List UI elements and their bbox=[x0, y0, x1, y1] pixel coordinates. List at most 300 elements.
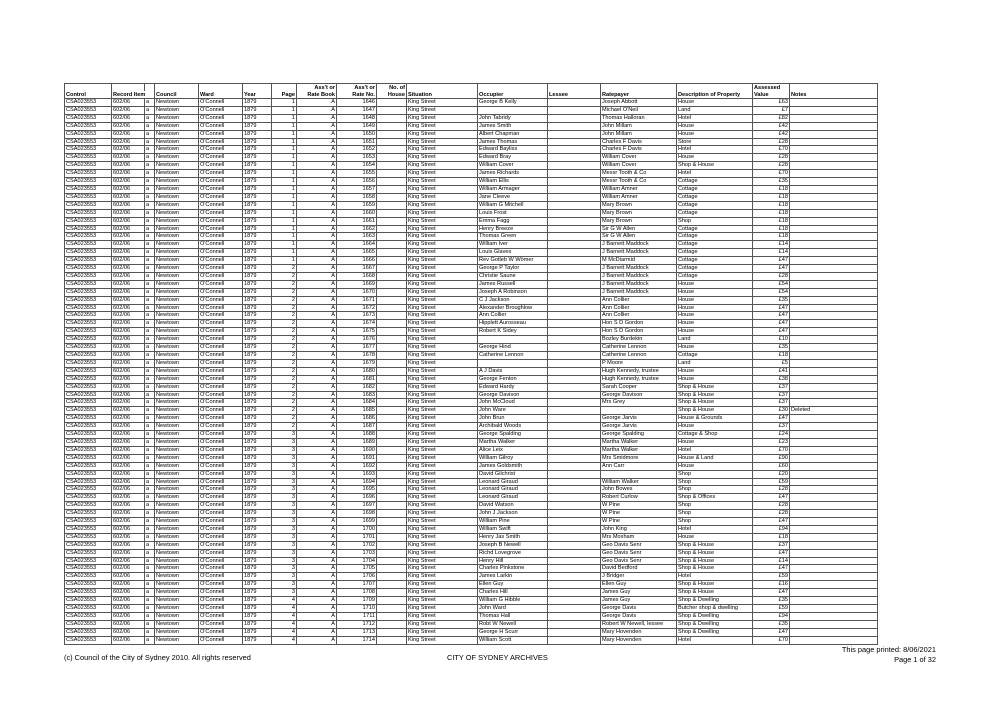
cell-ward: O'Connell bbox=[199, 533, 243, 541]
cell-rate-book: A bbox=[297, 336, 337, 344]
cell-record: 602/06 bbox=[112, 415, 145, 423]
col-control: Control bbox=[65, 91, 112, 99]
table-row bbox=[65, 130, 878, 138]
table-row bbox=[65, 288, 878, 296]
cell-situation: King Street bbox=[407, 201, 478, 209]
table-row bbox=[65, 446, 878, 454]
cell-situation: King Street bbox=[407, 415, 478, 423]
cell-assessed-value: £60 bbox=[753, 462, 790, 470]
cell-house-no bbox=[377, 201, 407, 209]
cell-house-no bbox=[377, 344, 407, 352]
rates-table bbox=[64, 83, 878, 645]
cell-record: 602/06 bbox=[112, 438, 145, 446]
cell-notes bbox=[790, 573, 878, 581]
header-row-top bbox=[65, 84, 878, 92]
cell-occupier bbox=[478, 359, 548, 367]
cell-item: a bbox=[145, 296, 155, 304]
cell-assessed-value: £30 bbox=[753, 407, 790, 415]
cell-assessed-value: £38 bbox=[753, 375, 790, 383]
cell-ward: O'Connell bbox=[199, 510, 243, 518]
cell-rate-no: 1672 bbox=[337, 304, 377, 312]
col-occupier: Occupier bbox=[478, 91, 548, 99]
cell-situation: King Street bbox=[407, 328, 478, 336]
cell-occupier: Leonard Giraud bbox=[478, 486, 548, 494]
cell-notes bbox=[790, 217, 878, 225]
cell-description: Cottage bbox=[677, 193, 753, 201]
cell-record: 602/06 bbox=[112, 375, 145, 383]
cell-ward: O'Connell bbox=[199, 605, 243, 613]
cell-control: CSA023553 bbox=[65, 525, 112, 533]
cell-occupier: George B Kelly bbox=[478, 99, 548, 107]
cell-ratepayer: Ann Collier bbox=[601, 296, 677, 304]
table-row bbox=[65, 344, 878, 352]
cell-ward: O'Connell bbox=[199, 470, 243, 478]
cell-record: 602/06 bbox=[112, 304, 145, 312]
cell-record: 602/06 bbox=[112, 486, 145, 494]
cell-house-no bbox=[377, 407, 407, 415]
cell-ratepayer: William Cover bbox=[601, 154, 677, 162]
cell-notes bbox=[790, 146, 878, 154]
cell-rate-no: 1709 bbox=[337, 597, 377, 605]
cell-year: 1879 bbox=[243, 573, 272, 581]
cell-notes bbox=[790, 423, 878, 431]
cell-notes bbox=[790, 138, 878, 146]
cell-notes bbox=[790, 518, 878, 526]
cell-assessed-value: £18 bbox=[753, 201, 790, 209]
cell-notes bbox=[790, 620, 878, 628]
cell-house-no bbox=[377, 185, 407, 193]
cell-rate-book: A bbox=[297, 154, 337, 162]
col-year: Year bbox=[243, 91, 272, 99]
cell-lessee bbox=[548, 478, 601, 486]
cell-control: CSA023553 bbox=[65, 541, 112, 549]
cell-ratepayer: Mary Brown bbox=[601, 209, 677, 217]
cell-ward: O'Connell bbox=[199, 628, 243, 636]
cell-lessee bbox=[548, 620, 601, 628]
table-row bbox=[65, 106, 878, 114]
cell-description: Cottage bbox=[677, 257, 753, 265]
cell-assessed-value: £18 bbox=[753, 352, 790, 360]
cell-year: 1879 bbox=[243, 438, 272, 446]
table-row bbox=[65, 383, 878, 391]
cell-page: 3 bbox=[272, 510, 297, 518]
cell-ward: O'Connell bbox=[199, 391, 243, 399]
cell-rate-no: 1690 bbox=[337, 446, 377, 454]
cell-year: 1879 bbox=[243, 367, 272, 375]
cell-description: Shop bbox=[677, 470, 753, 478]
cell-situation: King Street bbox=[407, 367, 478, 375]
cell-lessee bbox=[548, 320, 601, 328]
cell-assessed-value: £47 bbox=[753, 265, 790, 273]
cell-assessed-value: £94 bbox=[753, 525, 790, 533]
cell-house-no bbox=[377, 170, 407, 178]
cell-lessee bbox=[548, 209, 601, 217]
cell-rate-book: A bbox=[297, 399, 337, 407]
cell-council: Newtown bbox=[155, 628, 199, 636]
cell-house-no bbox=[377, 209, 407, 217]
cell-house-no bbox=[377, 612, 407, 620]
cell-house-no bbox=[377, 122, 407, 130]
cell-year: 1879 bbox=[243, 557, 272, 565]
cell-lessee bbox=[548, 249, 601, 257]
cell-notes bbox=[790, 589, 878, 597]
cell-situation: King Street bbox=[407, 502, 478, 510]
cell-lessee bbox=[548, 225, 601, 233]
table-row bbox=[65, 620, 878, 628]
cell-council: Newtown bbox=[155, 185, 199, 193]
cell-record: 602/06 bbox=[112, 201, 145, 209]
cell-year: 1879 bbox=[243, 565, 272, 573]
cell-assessed-value: £35 bbox=[753, 178, 790, 186]
cell-assessed-value: £47 bbox=[753, 549, 790, 557]
cell-assessed-value: £47 bbox=[753, 304, 790, 312]
cell-council: Newtown bbox=[155, 525, 199, 533]
cell-ward: O'Connell bbox=[199, 146, 243, 154]
cell-house-no bbox=[377, 391, 407, 399]
cell-rate-no: 1696 bbox=[337, 494, 377, 502]
cell-house-no bbox=[377, 423, 407, 431]
cell-lessee bbox=[548, 178, 601, 186]
cell-year: 1879 bbox=[243, 502, 272, 510]
cell-rate-book: A bbox=[297, 391, 337, 399]
cell-rate-book: A bbox=[297, 446, 337, 454]
cell-council: Newtown bbox=[155, 454, 199, 462]
cell-ward: O'Connell bbox=[199, 193, 243, 201]
cell-description: House bbox=[677, 375, 753, 383]
cell-lessee bbox=[548, 114, 601, 122]
cell-house-no bbox=[377, 620, 407, 628]
cell-notes bbox=[790, 549, 878, 557]
cell-record: 602/06 bbox=[112, 225, 145, 233]
cell-ward: O'Connell bbox=[199, 225, 243, 233]
cell-control: CSA023553 bbox=[65, 415, 112, 423]
cell-rate-book: A bbox=[297, 565, 337, 573]
cell-description: Shop & House bbox=[677, 589, 753, 597]
cell-assessed-value: £35 bbox=[753, 620, 790, 628]
cell-rate-no: 1675 bbox=[337, 328, 377, 336]
cell-assessed-value: £42 bbox=[753, 130, 790, 138]
cell-year: 1879 bbox=[243, 478, 272, 486]
cell-description: Shop & Dwelling bbox=[677, 628, 753, 636]
cell-council: Newtown bbox=[155, 130, 199, 138]
cell-page: 3 bbox=[272, 494, 297, 502]
table-row bbox=[65, 217, 878, 225]
cell-record: 602/06 bbox=[112, 612, 145, 620]
cell-record: 602/06 bbox=[112, 605, 145, 613]
cell-notes bbox=[790, 565, 878, 573]
cell-house-no bbox=[377, 233, 407, 241]
cell-ward: O'Connell bbox=[199, 597, 243, 605]
cell-rate-book: A bbox=[297, 288, 337, 296]
cell-ratepayer: George Davis bbox=[601, 612, 677, 620]
cell-ward: O'Connell bbox=[199, 312, 243, 320]
cell-rate-book: A bbox=[297, 612, 337, 620]
cell-rate-no: 1655 bbox=[337, 170, 377, 178]
cell-item: a bbox=[145, 612, 155, 620]
cell-ward: O'Connell bbox=[199, 280, 243, 288]
cell-rate-book: A bbox=[297, 605, 337, 613]
cell-situation: King Street bbox=[407, 573, 478, 581]
cell-assessed-value: £82 bbox=[753, 114, 790, 122]
cell-house-no bbox=[377, 106, 407, 114]
cell-council: Newtown bbox=[155, 178, 199, 186]
cell-notes bbox=[790, 478, 878, 486]
cell-control: CSA023553 bbox=[65, 446, 112, 454]
cell-rate-no: 1695 bbox=[337, 486, 377, 494]
cell-description: Shop & Dwelling bbox=[677, 597, 753, 605]
cell-situation: King Street bbox=[407, 312, 478, 320]
cell-record: 602/06 bbox=[112, 510, 145, 518]
cell-council: Newtown bbox=[155, 225, 199, 233]
cell-description: Shop & House bbox=[677, 407, 753, 415]
cell-control: CSA023553 bbox=[65, 628, 112, 636]
col-house-no: House bbox=[377, 91, 407, 99]
cell-occupier: Alexander Broughlow bbox=[478, 304, 548, 312]
cell-notes bbox=[790, 533, 878, 541]
cell-control: CSA023553 bbox=[65, 375, 112, 383]
cell-occupier: Alice Leix bbox=[478, 446, 548, 454]
cell-rate-book: A bbox=[297, 359, 337, 367]
cell-occupier: Louis Glaves bbox=[478, 249, 548, 257]
cell-description: House bbox=[677, 296, 753, 304]
table-row bbox=[65, 304, 878, 312]
cell-year: 1879 bbox=[243, 178, 272, 186]
cell-council: Newtown bbox=[155, 265, 199, 273]
cell-rate-no: 1686 bbox=[337, 415, 377, 423]
cell-page: 3 bbox=[272, 446, 297, 454]
cell-notes bbox=[790, 431, 878, 439]
cell-house-no bbox=[377, 312, 407, 320]
cell-control: CSA023553 bbox=[65, 272, 112, 280]
cell-notes bbox=[790, 375, 878, 383]
cell-page: 2 bbox=[272, 328, 297, 336]
cell-rate-book: A bbox=[297, 518, 337, 526]
cell-description: Store bbox=[677, 138, 753, 146]
cell-assessed-value: £28 bbox=[753, 138, 790, 146]
cell-house-no bbox=[377, 415, 407, 423]
cell-rate-no: 1662 bbox=[337, 225, 377, 233]
cell-assessed-value: £90 bbox=[753, 454, 790, 462]
cell-ward: O'Connell bbox=[199, 620, 243, 628]
cell-year: 1879 bbox=[243, 486, 272, 494]
cell-year: 1879 bbox=[243, 304, 272, 312]
cell-control: CSA023553 bbox=[65, 565, 112, 573]
cell-record: 602/06 bbox=[112, 454, 145, 462]
cell-house-no bbox=[377, 320, 407, 328]
cell-notes bbox=[790, 628, 878, 636]
cell-description: Shop & House bbox=[677, 565, 753, 573]
cell-year: 1879 bbox=[243, 114, 272, 122]
cell-page: 3 bbox=[272, 518, 297, 526]
cell-ward: O'Connell bbox=[199, 502, 243, 510]
cell-year: 1879 bbox=[243, 597, 272, 605]
cell-control: CSA023553 bbox=[65, 510, 112, 518]
cell-occupier: John Tabridy bbox=[478, 114, 548, 122]
cell-house-no bbox=[377, 257, 407, 265]
cell-situation: King Street bbox=[407, 605, 478, 613]
cell-rate-no: 1685 bbox=[337, 407, 377, 415]
cell-ratepayer: Mrs Smidmore bbox=[601, 454, 677, 462]
cell-ward: O'Connell bbox=[199, 138, 243, 146]
cell-assessed-value: £14 bbox=[753, 241, 790, 249]
cell-house-no bbox=[377, 162, 407, 170]
cell-rate-no: 1678 bbox=[337, 352, 377, 360]
cell-situation: King Street bbox=[407, 589, 478, 597]
cell-notes bbox=[790, 249, 878, 257]
cell-year: 1879 bbox=[243, 344, 272, 352]
cell-occupier: Christie Saune bbox=[478, 272, 548, 280]
cell-lessee bbox=[548, 106, 601, 114]
cell-page: 4 bbox=[272, 620, 297, 628]
cell-situation: King Street bbox=[407, 320, 478, 328]
cell-item: a bbox=[145, 217, 155, 225]
cell-record: 602/06 bbox=[112, 399, 145, 407]
cell-record: 602/06 bbox=[112, 146, 145, 154]
cell-house-no bbox=[377, 217, 407, 225]
cell-control: CSA023553 bbox=[65, 146, 112, 154]
cell-occupier: Emma Fagg bbox=[478, 217, 548, 225]
cell-rate-no: 1657 bbox=[337, 185, 377, 193]
cell-assessed-value: £35 bbox=[753, 296, 790, 304]
table-row bbox=[65, 407, 878, 415]
cell-year: 1879 bbox=[243, 280, 272, 288]
cell-council: Newtown bbox=[155, 510, 199, 518]
cell-record: 602/06 bbox=[112, 312, 145, 320]
cell-rate-no: 1671 bbox=[337, 296, 377, 304]
cell-description: Cottage bbox=[677, 249, 753, 257]
cell-ratepayer: John Millam bbox=[601, 130, 677, 138]
cell-ward: O'Connell bbox=[199, 612, 243, 620]
cell-item: a bbox=[145, 185, 155, 193]
cell-year: 1879 bbox=[243, 431, 272, 439]
cell-council: Newtown bbox=[155, 573, 199, 581]
cell-control: CSA023553 bbox=[65, 320, 112, 328]
cell-control: CSA023553 bbox=[65, 280, 112, 288]
table-row bbox=[65, 272, 878, 280]
cell-situation: King Street bbox=[407, 628, 478, 636]
cell-occupier: William Pine bbox=[478, 518, 548, 526]
cell-page: 4 bbox=[272, 636, 297, 644]
cell-notes bbox=[790, 438, 878, 446]
cell-assessed-value: £18 bbox=[753, 185, 790, 193]
cell-council: Newtown bbox=[155, 359, 199, 367]
cell-council: Newtown bbox=[155, 122, 199, 130]
cell-item: a bbox=[145, 367, 155, 375]
cell-record: 602/06 bbox=[112, 280, 145, 288]
cell-description: Shop bbox=[677, 486, 753, 494]
cell-item: a bbox=[145, 541, 155, 549]
table-row bbox=[65, 178, 878, 186]
cell-rate-book: A bbox=[297, 312, 337, 320]
cell-record: 602/06 bbox=[112, 122, 145, 130]
cell-situation: King Street bbox=[407, 296, 478, 304]
cell-item: a bbox=[145, 533, 155, 541]
cell-assessed-value: £63 bbox=[753, 99, 790, 107]
cell-lessee bbox=[548, 407, 601, 415]
cell-notes bbox=[790, 225, 878, 233]
cell-rate-book: A bbox=[297, 454, 337, 462]
cell-rate-book: A bbox=[297, 146, 337, 154]
cell-page: 1 bbox=[272, 138, 297, 146]
cell-record: 602/06 bbox=[112, 462, 145, 470]
cell-rate-no: 1700 bbox=[337, 525, 377, 533]
cell-lessee bbox=[548, 280, 601, 288]
cell-assessed-value: £70 bbox=[753, 146, 790, 154]
cell-occupier: James Goldsmith bbox=[478, 462, 548, 470]
cell-ward: O'Connell bbox=[199, 154, 243, 162]
cell-house-no bbox=[377, 470, 407, 478]
cell-page: 1 bbox=[272, 146, 297, 154]
cell-council: Newtown bbox=[155, 383, 199, 391]
cell-assessed-value: £14 bbox=[753, 249, 790, 257]
cell-notes bbox=[790, 257, 878, 265]
table-row bbox=[65, 391, 878, 399]
cell-year: 1879 bbox=[243, 217, 272, 225]
cell-lessee bbox=[548, 589, 601, 597]
cell-rate-no: 1693 bbox=[337, 470, 377, 478]
table-row bbox=[65, 557, 878, 565]
table-row bbox=[65, 312, 878, 320]
cell-occupier: C J Jackson bbox=[478, 296, 548, 304]
cell-assessed-value: £18 bbox=[753, 225, 790, 233]
cell-notes bbox=[790, 336, 878, 344]
cell-house-no bbox=[377, 502, 407, 510]
cell-rate-book: A bbox=[297, 114, 337, 122]
cell-ratepayer: William Amner bbox=[601, 193, 677, 201]
cell-item: a bbox=[145, 241, 155, 249]
cell-situation: King Street bbox=[407, 383, 478, 391]
table-row bbox=[65, 193, 878, 201]
cell-description: Shop & House bbox=[677, 541, 753, 549]
cell-description: House & Land bbox=[677, 454, 753, 462]
cell-ratepayer: George Davis bbox=[601, 605, 677, 613]
cell-year: 1879 bbox=[243, 620, 272, 628]
cell-ward: O'Connell bbox=[199, 328, 243, 336]
cell-control: CSA023553 bbox=[65, 352, 112, 360]
cell-notes bbox=[790, 162, 878, 170]
cell-description: House bbox=[677, 423, 753, 431]
table-row bbox=[65, 336, 878, 344]
cell-ward: O'Connell bbox=[199, 320, 243, 328]
cell-occupier: Thomas Hall bbox=[478, 612, 548, 620]
cell-record: 602/06 bbox=[112, 383, 145, 391]
cell-house-no bbox=[377, 565, 407, 573]
cell-situation: King Street bbox=[407, 407, 478, 415]
cell-occupier: George Davison bbox=[478, 391, 548, 399]
cell-assessed-value: £70 bbox=[753, 170, 790, 178]
cell-assessed-value: £20 bbox=[753, 470, 790, 478]
cell-record: 602/06 bbox=[112, 620, 145, 628]
cell-assessed-value: £59 bbox=[753, 478, 790, 486]
cell-item: a bbox=[145, 312, 155, 320]
cell-rate-no: 1667 bbox=[337, 265, 377, 273]
cell-council: Newtown bbox=[155, 320, 199, 328]
cell-item: a bbox=[145, 114, 155, 122]
cell-lessee bbox=[548, 454, 601, 462]
cell-ratepayer: Michael O'Neil bbox=[601, 106, 677, 114]
cell-notes bbox=[790, 130, 878, 138]
cell-rate-no: 1699 bbox=[337, 518, 377, 526]
cell-ward: O'Connell bbox=[199, 185, 243, 193]
cell-year: 1879 bbox=[243, 359, 272, 367]
cell-ward: O'Connell bbox=[199, 99, 243, 107]
table-row bbox=[65, 225, 878, 233]
cell-ratepayer: Ann Carr bbox=[601, 462, 677, 470]
cell-control: CSA023553 bbox=[65, 328, 112, 336]
table-row bbox=[65, 510, 878, 518]
cell-rate-no: 1691 bbox=[337, 454, 377, 462]
cell-page: 2 bbox=[272, 336, 297, 344]
